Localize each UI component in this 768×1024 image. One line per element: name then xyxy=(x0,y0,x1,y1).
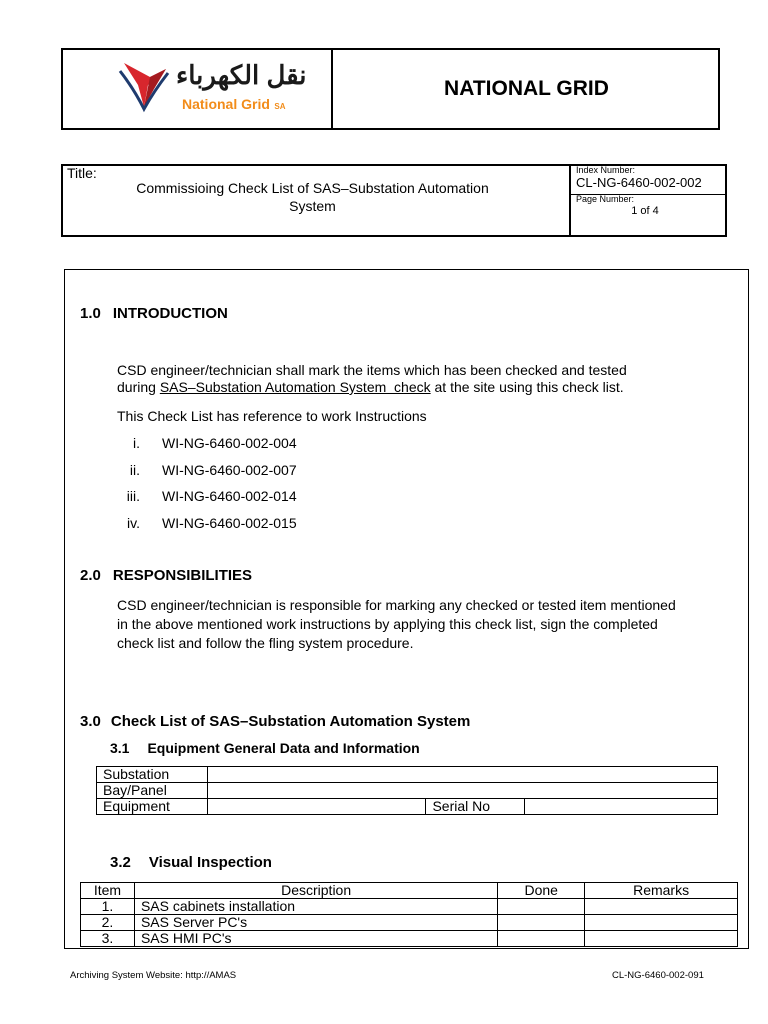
vis-desc: SAS cabinets installation xyxy=(134,899,497,915)
equipment-table xyxy=(96,766,718,815)
page-value: 1 of 4 xyxy=(631,205,659,217)
sec3-num: 3.0 xyxy=(80,713,101,730)
sec2-num: 2.0 xyxy=(80,567,101,584)
vis-remarks[interactable] xyxy=(585,899,738,915)
national-grid-logo-icon xyxy=(114,59,174,119)
sec1-ref-intro: This Check List has reference to work Instructions xyxy=(117,408,427,424)
sec2-line3: check list and follow the fling system procedure. xyxy=(117,635,414,651)
vis-desc: SAS Server PC's xyxy=(134,915,497,931)
table-row xyxy=(97,783,718,799)
ref-num-3: iii. xyxy=(126,488,140,504)
sec1-heading xyxy=(80,305,228,322)
ref-num-4: iv. xyxy=(127,515,140,531)
vis-remarks[interactable] xyxy=(585,915,738,931)
ref-value-4: WI-NG-6460-002-015 xyxy=(162,515,297,531)
table-row xyxy=(81,899,738,915)
vis-item: 2. xyxy=(81,915,135,931)
col-header-item: Item xyxy=(81,883,135,899)
sec2-title: RESPONSIBILITIES xyxy=(112,567,253,584)
sec1-num: 1.0 xyxy=(80,305,101,322)
title-line2: System xyxy=(289,198,336,214)
eq-label-bay-panel: Bay/Panel xyxy=(97,783,208,799)
sec3-2-heading xyxy=(110,854,272,871)
table-row xyxy=(81,915,738,931)
sec1-title: INTRODUCTION xyxy=(112,305,228,322)
vis-item: 1. xyxy=(81,899,135,915)
visual-inspection-table xyxy=(80,882,738,947)
col-header-remarks: Remarks xyxy=(585,883,738,899)
eq-value-equipment[interactable] xyxy=(207,799,426,815)
sec1-para-line1: CSD engineer/technician shall mark the items which has been checked and tested xyxy=(117,362,627,378)
eq-label-serial: Serial No xyxy=(426,799,525,815)
vis-item: 3. xyxy=(81,931,135,947)
title-line1: Commissioing Check List of SAS–Substation Automation xyxy=(136,180,489,196)
sec3-heading xyxy=(80,713,470,730)
eq-value-serial[interactable] xyxy=(525,799,718,815)
vis-done[interactable] xyxy=(498,931,585,947)
sec1-para-link: SAS–Substation Automation System check xyxy=(159,379,431,395)
sec2-line2: in the above mentioned work instructions by applying this check list, sign the completed xyxy=(117,616,658,632)
table-row xyxy=(81,931,738,947)
sec3-2-title: Visual Inspection xyxy=(148,854,272,871)
sec1-para-line2 xyxy=(117,378,624,396)
company-title: NATIONAL GRID xyxy=(444,77,609,100)
vis-done[interactable] xyxy=(498,899,585,915)
col-header-description: Description xyxy=(134,883,497,899)
ref-value-1: WI-NG-6460-002-004 xyxy=(162,435,297,451)
ref-num-1: i. xyxy=(133,435,140,451)
table-row xyxy=(97,767,718,783)
sec3-1-title: Equipment General Data and Information xyxy=(147,740,420,756)
table-row xyxy=(97,799,718,815)
footer-left: Archiving System Website: http://AMAS xyxy=(70,970,237,981)
sec1-para-post: at the site using this check list. xyxy=(430,379,624,395)
footer-right: CL-NG-6460-002-091 xyxy=(612,970,704,981)
col-header-done: Done xyxy=(498,883,585,899)
eq-label-substation: Substation xyxy=(97,767,208,783)
vis-remarks[interactable] xyxy=(585,931,738,947)
eq-value-substation[interactable] xyxy=(207,767,717,783)
table-header-row xyxy=(81,883,738,899)
sec3-2-num: 3.2 xyxy=(110,854,131,871)
index-value: CL-NG-6460-002-002 xyxy=(576,175,702,190)
sec3-1-heading xyxy=(110,740,420,756)
logo-arabic-text: نقل الكهرباء xyxy=(176,60,307,90)
vis-done[interactable] xyxy=(498,915,585,931)
page-label: Page Number: xyxy=(576,194,635,204)
sec2-line1: CSD engineer/technician is responsible for marking any checked or tested item mentioned xyxy=(117,597,676,613)
ref-value-2: WI-NG-6460-002-007 xyxy=(162,462,297,478)
logo xyxy=(110,56,325,122)
sec1-para-pre: during xyxy=(117,379,160,395)
sec3-1-num: 3.1 xyxy=(110,740,130,756)
ref-num-2: ii. xyxy=(129,462,140,478)
sec2-heading xyxy=(80,567,252,584)
logo-english-text: National Grid xyxy=(182,96,270,112)
title-label: Title: xyxy=(67,165,97,181)
sec3-title: Check List of SAS–Substation Automation System xyxy=(110,713,471,730)
ref-value-3: WI-NG-6460-002-014 xyxy=(162,488,297,504)
eq-value-bay-panel[interactable] xyxy=(207,783,717,799)
index-label: Index Number: xyxy=(576,165,636,175)
title-block-divider xyxy=(569,164,571,237)
eq-label-equipment: Equipment xyxy=(97,799,208,815)
logo-suffix-text: SA xyxy=(274,102,286,111)
vis-desc: SAS HMI PC's xyxy=(134,931,497,947)
